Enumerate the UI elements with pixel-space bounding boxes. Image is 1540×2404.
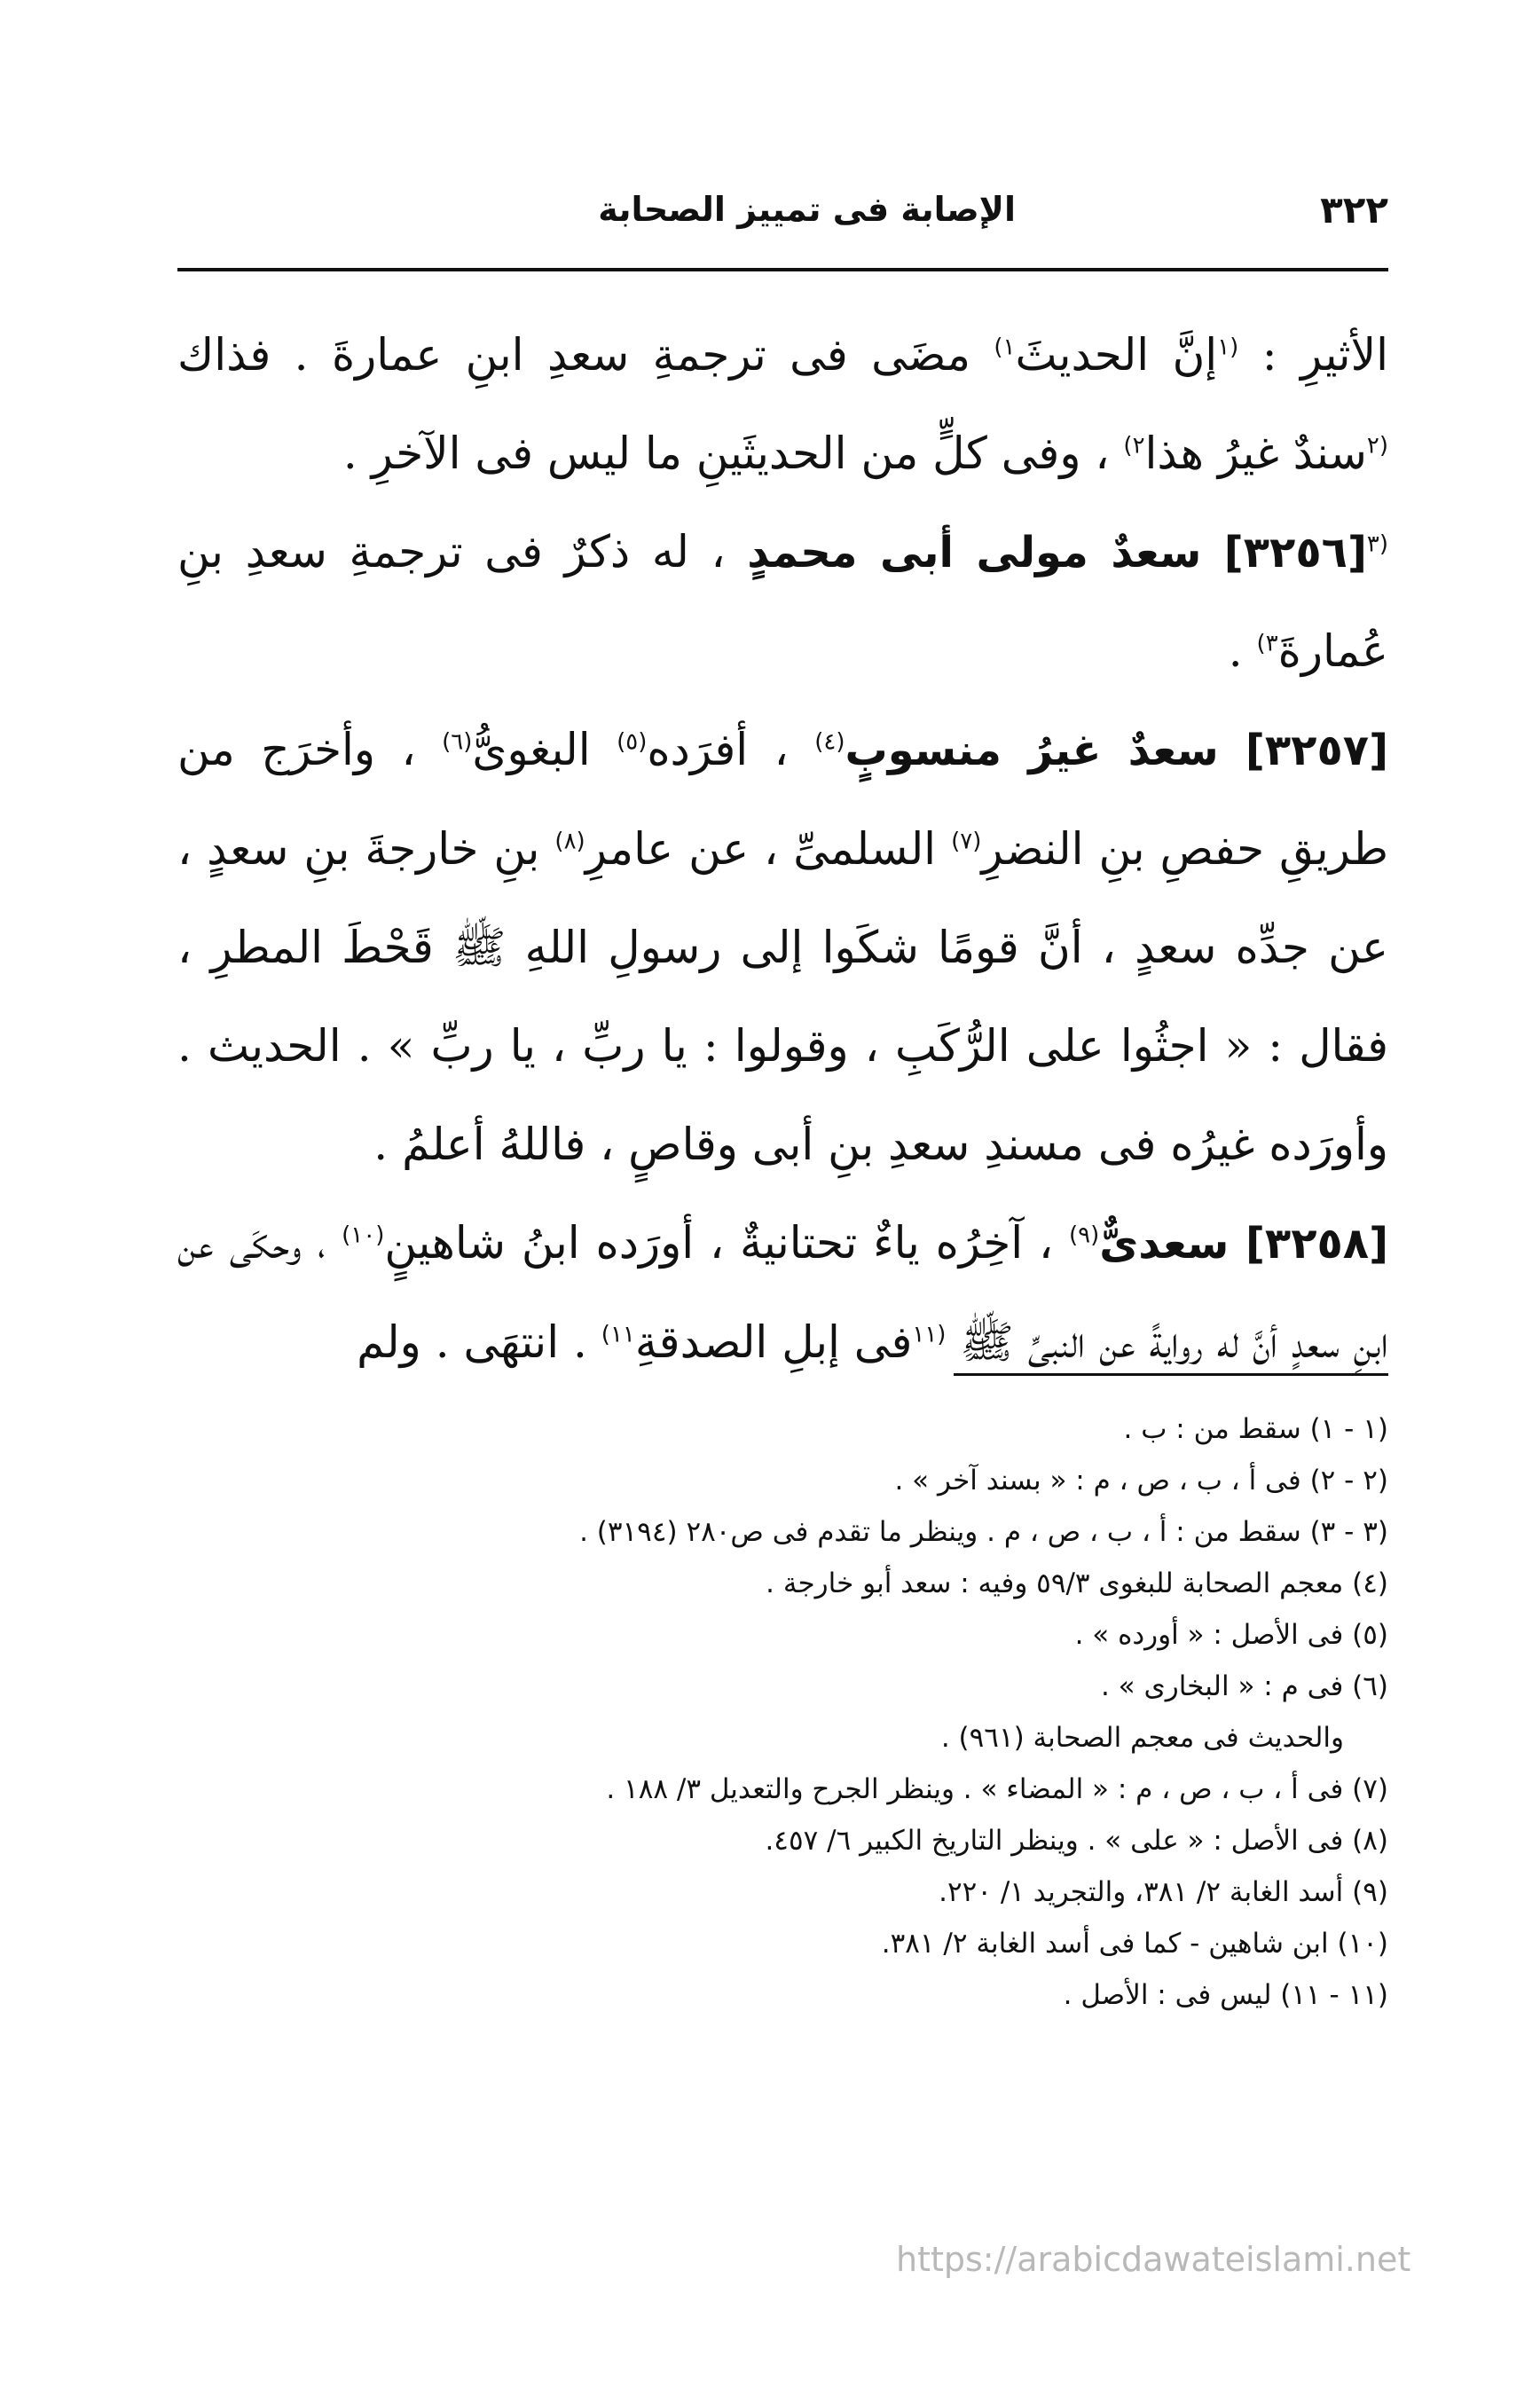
footnote-marker: (٩) xyxy=(1069,1222,1100,1249)
footnote: (٧) فى أ ، ب ، ص ، م : « المضاء » . وينظر الجرح والتعديل ٣/ ١٨٨ . xyxy=(606,1773,1388,1805)
watermark: https://arabicdawateislami.net xyxy=(896,2240,1411,2279)
footnote-marker: (٨) xyxy=(554,828,585,855)
entry-heading: [٣٢٥٦] سعدٌ مولى أبى محمدٍ xyxy=(747,528,1367,577)
footnote-marker: (٤) xyxy=(814,728,845,756)
text: ، أفرَده xyxy=(647,724,815,775)
footnote: (٩) أسد الغابة ٢/ ٣٨١، والتجريد ١/ ٢٢٠. xyxy=(939,1876,1388,1908)
text: مضَى فى ترجمةِ سعدِ ابنِ عمارةَ . فذاك xyxy=(177,329,994,381)
footnote-marker: (١ xyxy=(1217,334,1239,361)
text: البغوىُّ xyxy=(472,724,617,775)
text: الأثيرِ : xyxy=(1238,329,1388,381)
footnote-rule xyxy=(954,1373,1388,1376)
footnotes xyxy=(177,1403,1388,2021)
text: ، وفى كلٍّ من الحديثَينِ ما ليس فى الآخرِ . xyxy=(342,428,1124,479)
footnote-marker: ٢) xyxy=(1123,432,1145,460)
footnote-marker: ٣) xyxy=(1256,630,1278,657)
text: السلمىِّ ، عن عامرِ xyxy=(585,823,952,875)
footnote-marker: (٢ xyxy=(1366,432,1388,460)
footnote-marker: (٥) xyxy=(617,728,648,756)
footnote-marker: (٦) xyxy=(442,728,473,756)
text: . xyxy=(1228,625,1257,677)
footnote: والحديث فى معجم الصحابة (٩٦١) . xyxy=(940,1722,1344,1754)
text: ، وحكَى عن ابنِ سعدٍ أنَّ له روايةً عن النبىِّ ﷺ xyxy=(177,1217,1388,1368)
footnote-marker: (٣ xyxy=(1366,530,1388,558)
text: سندٌ غيرُ هذا xyxy=(1144,428,1367,479)
footnote-marker: ١١) xyxy=(601,1321,635,1348)
footnote: (٥) فى الأصل : « أورده » . xyxy=(1074,1619,1388,1651)
text: . انتهَى . ولم xyxy=(357,1316,601,1368)
running-title: الإصابة فى تمييز الصحابة xyxy=(598,190,1016,229)
footnote: (٤) معجم الصحابة للبغوى ٥٩/٣ وفيه : سعد أبو خارجة . xyxy=(766,1567,1388,1599)
footnote: (١ - ١) سقط من : ب . xyxy=(1123,1413,1388,1445)
footnote-marker: (١٠) xyxy=(342,1222,385,1249)
header-rule xyxy=(177,268,1388,271)
text: ، وأخرَج من طريقِ حفصِ بنِ النضرِ xyxy=(177,724,1388,875)
page-header xyxy=(177,188,1388,232)
paragraph-athir xyxy=(177,306,1388,503)
footnote: (٦) فى م : « البخارى » . xyxy=(1100,1670,1388,1702)
entry-heading: [٣٢٥٧] سعدٌ غيرُ منسوبٍ xyxy=(845,726,1388,775)
footnote: (٣ - ٣) سقط من : أ ، ب ، ص ، م . وينظر ما تقدم فى ص٢٨٠ (٣١٩٤) . xyxy=(579,1516,1388,1548)
footnote: (١١ - ١١) ليس فى : الأصل . xyxy=(1063,1979,1388,2011)
footnote: (٨) فى الأصل : « على » . وينظر التاريخ الكبير ٦/ ٤٥٧. xyxy=(765,1825,1388,1857)
footnote: (٢ - ٢) فى أ ، ب ، ص ، م : « بسند آخر » . xyxy=(894,1465,1388,1497)
entry-heading: [٣٢٥٨] سعدىٌّ xyxy=(1099,1219,1389,1269)
entry-3256 xyxy=(177,503,1388,701)
page-number: ٣٢٢ xyxy=(1320,188,1388,232)
footnote-marker: ١) xyxy=(994,334,1016,361)
footnote: (١٠) ابن شاهين - كما فى أسد الغابة ٢/ ٣٨١. xyxy=(881,1928,1388,1960)
entry-3257 xyxy=(177,701,1388,1194)
footnote-marker: (١١ xyxy=(912,1321,947,1348)
text: ، له ذكرٌ فى ترجمةِ سعدِ بنِ عُمارةَ xyxy=(177,526,1388,677)
text: إنَّ الحديثَ xyxy=(1015,329,1218,381)
text: بنِ خارجةَ بنِ سعدٍ ، عن جدِّه سعدٍ ، أنَّ قومًا شكَوا إلى رسولِ اللهِ ﷺ قَحْطَ المطرِ ، فقال : « اجثُوا على الرُّكَبِ ، وقولوا : يا ربِّ ، يا ربِّ » . الحديث . وأورَده غيرُه فى مسندِ سعدِ بنِ أبى وقاصٍ ، فاللهُ أعلمُ . xyxy=(177,823,1388,1170)
entry-3258 xyxy=(177,1194,1388,1392)
footnote-marker: (٧) xyxy=(951,828,982,855)
text: فى إبلِ الصدقةِ xyxy=(634,1316,913,1368)
main-text xyxy=(177,306,1388,1392)
text: ، آخِرُه ياءٌ تحتانيةٌ ، أورَده ابنُ شاهينٍ xyxy=(384,1217,1069,1269)
